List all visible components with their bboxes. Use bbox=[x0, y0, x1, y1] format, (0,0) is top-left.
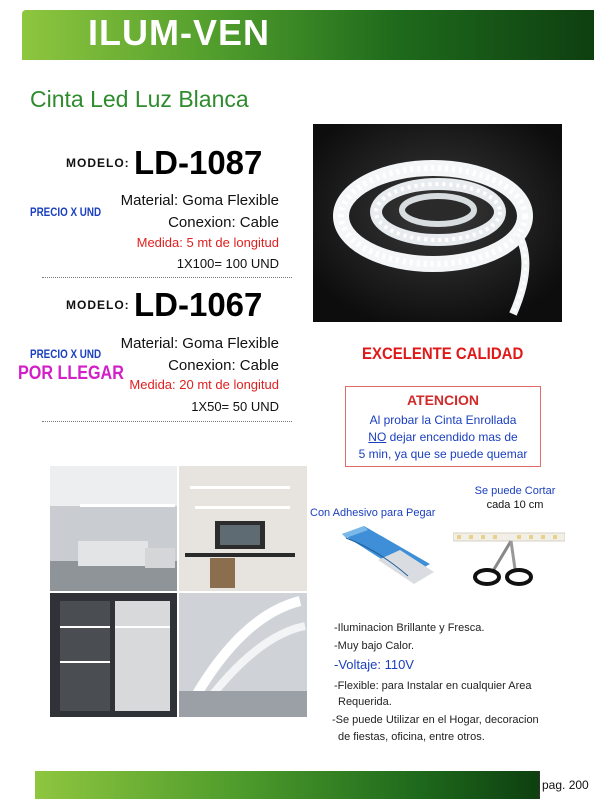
attention-line: Al probar la Cinta Enrollada bbox=[369, 413, 517, 427]
model-label: MODELO: bbox=[66, 156, 130, 170]
attention-line bbox=[346, 430, 540, 444]
led-strip-reel-photo bbox=[313, 124, 562, 322]
footer-divider bbox=[539, 771, 540, 799]
scissors-cut-photo bbox=[453, 511, 565, 588]
divider bbox=[42, 277, 292, 278]
interior-collage-photo bbox=[50, 466, 307, 717]
adhesive-strip-photo bbox=[338, 520, 438, 588]
divider bbox=[42, 421, 292, 422]
brand-logo-text: ILUM-VEN bbox=[88, 12, 270, 53]
attention-title: ATENCION bbox=[406, 392, 480, 408]
product-title: Cinta Led Luz Blanca bbox=[30, 86, 249, 112]
spec-length: Medida: 5 mt de longitud bbox=[136, 235, 279, 250]
spec-connection: Conexion: Cable bbox=[168, 357, 279, 374]
feature-item: de fiestas, oficina, entre otros. bbox=[338, 731, 485, 743]
attention-box bbox=[345, 386, 541, 467]
model-label: MODELO: bbox=[66, 298, 130, 312]
feature-item: -Muy bajo Calor. bbox=[334, 640, 415, 652]
spec-material: Material: Goma Flexible bbox=[120, 335, 279, 352]
spec-packaging: 1X50= 50 UND bbox=[191, 399, 279, 414]
cut-label: cada 10 cm bbox=[486, 499, 544, 511]
attention-no-emphasis: NO bbox=[368, 430, 387, 444]
spec-length: Medida: 20 mt de longitud bbox=[129, 377, 279, 392]
feature-item: Requerida. bbox=[338, 696, 392, 708]
attention-line: 5 min, ya que se puede quemar bbox=[358, 447, 528, 461]
page-number: pag. 200 bbox=[542, 778, 589, 792]
footer-bar bbox=[35, 771, 539, 799]
price-per-unit-label: PRECIO X UND bbox=[30, 347, 102, 361]
model-code: LD-1087 bbox=[134, 144, 263, 181]
adhesive-label: Con Adhesivo para Pegar bbox=[310, 507, 436, 519]
price-per-unit-label: PRECIO X UND bbox=[30, 205, 102, 219]
feature-item: -Flexible: para Instalar en cualquier Area bbox=[334, 680, 532, 692]
coming-soon-badge: POR LLEGAR bbox=[18, 363, 124, 384]
feature-item-voltage: -Voltaje: 110V bbox=[334, 657, 414, 672]
quality-claim: EXCELENTE CALIDAD bbox=[362, 344, 524, 363]
spec-material: Material: Goma Flexible bbox=[120, 192, 279, 209]
feature-item: -Iluminacion Brillante y Fresca. bbox=[334, 622, 485, 634]
cut-label: Se puede Cortar bbox=[474, 485, 556, 497]
attention-line-rest: dejar encendido mas de bbox=[386, 430, 518, 444]
spec-connection: Conexion: Cable bbox=[168, 214, 279, 231]
spec-packaging: 1X100= 100 UND bbox=[176, 256, 279, 271]
model-code: LD-1067 bbox=[134, 286, 263, 323]
feature-item: -Se puede Utilizar en el Hogar, decoracion bbox=[332, 714, 539, 726]
